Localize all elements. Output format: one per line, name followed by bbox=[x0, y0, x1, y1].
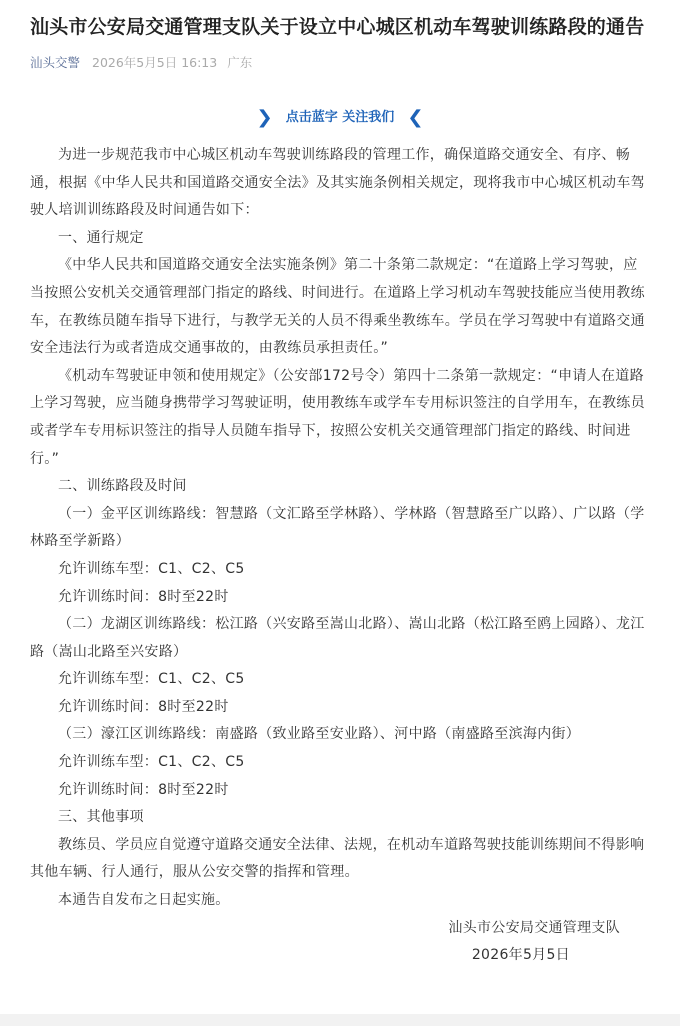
publish-location: 广东 bbox=[227, 55, 253, 70]
training-time: 允许训练时间：8时至22时 bbox=[58, 588, 229, 605]
signature-date: 2026年5月5日 bbox=[471, 947, 570, 964]
section-heading-1: 一、通行规定 bbox=[58, 229, 144, 246]
vehicle-types: 允许训练车型：C1、C2、C5 bbox=[58, 754, 245, 771]
article-body bbox=[30, 142, 650, 970]
route-haojiang: （三）濠江区训练路线：南盛路（致业路至安业路）、河中路（南盛路至滨海内街） bbox=[58, 726, 581, 743]
training-time: 允许训练时间：8时至22时 bbox=[58, 781, 229, 798]
vehicle-types: 允许训练车型：C1、C2、C5 bbox=[58, 560, 245, 577]
paragraph-intro: 为进一步规范我市中心城区机动车驾驶训练路段的管理工作，确保道路交通安全、有序、畅通，根据《中华人民共和国道路交通安全法》及其实施条例相关规定，现将我市中心城区机动车驾驶人培训训练路段及时间通告如下： bbox=[30, 147, 645, 219]
follow-text: 点击蓝字 关注我们 bbox=[285, 110, 395, 125]
paragraph-regulation-1: 《中华人民共和国道路交通安全法实施条例》第二十条第二款规定：“在道路上学习驾驶，应当按照公安机关交通管理部门指定的路线、时间进行。在道路上学习机动车驾驶技能应当使用教练车，在教练员随车指导下进行，与教学无关的人员不得乘坐教练车。学员在学习驾驶中有道路交通安全违法行为或者造成交通事故的，由教练员承担责任。” bbox=[30, 257, 645, 357]
paragraph-effective: 本通告自发布之日起实施。 bbox=[58, 892, 230, 909]
account-name-link[interactable]: 汕头交警 bbox=[30, 55, 81, 70]
article bbox=[30, 0, 650, 970]
follow-banner[interactable] bbox=[30, 106, 650, 130]
publish-datetime: 2026年5月5日 16:13 bbox=[92, 55, 218, 70]
section-heading-3: 三、其他事项 bbox=[58, 809, 144, 826]
chevron-right-icon: ❯ bbox=[255, 107, 273, 128]
route-longhu: （二）龙湖区训练路线：松江路（兴安路至嵩山北路）、嵩山北路（松江路至鸥上园路）、龙江路（嵩山北路至兴安路） bbox=[30, 616, 645, 660]
paragraph-regulation-2: 《机动车驾驶证申领和使用规定》（公安部172号令）第四十二条第一款规定：“申请人在道路上学习驾驶，应当随身携带学习驾驶证明，使用教练车或学车专用标识签注的自学用车，在教练员或者学车专用标识签注的指导人员随车指导下，按照公安机关交通管理部门指定的路线、时间进行。” bbox=[30, 367, 645, 467]
footer-bar bbox=[0, 1014, 680, 1026]
paragraph-other-matters: 教练员、学员应自觉遵守道路交通安全法律、法规，在机动车道路驾驶技能训练期间不得影响其他车辆、行人通行，服从公安交警的指挥和管理。 bbox=[30, 836, 645, 881]
signature-org: 汕头市公安局交通管理支队 bbox=[448, 919, 620, 936]
article-meta bbox=[30, 54, 650, 72]
chevron-left-icon: ❮ bbox=[407, 107, 425, 128]
training-time: 允许训练时间：8时至22时 bbox=[58, 698, 229, 715]
vehicle-types: 允许训练车型：C1、C2、C5 bbox=[58, 671, 245, 688]
article-title: 汕头市公安局交通管理支队关于设立中心城区机动车驾驶训练路段的通告 bbox=[30, 16, 645, 38]
section-heading-2: 二、训练路段及时间 bbox=[58, 478, 187, 495]
route-jinping: （一）金平区训练路线：智慧路（文汇路至学林路）、学林路（智慧路至广以路）、广以路（学林路至学新路） bbox=[30, 505, 645, 550]
